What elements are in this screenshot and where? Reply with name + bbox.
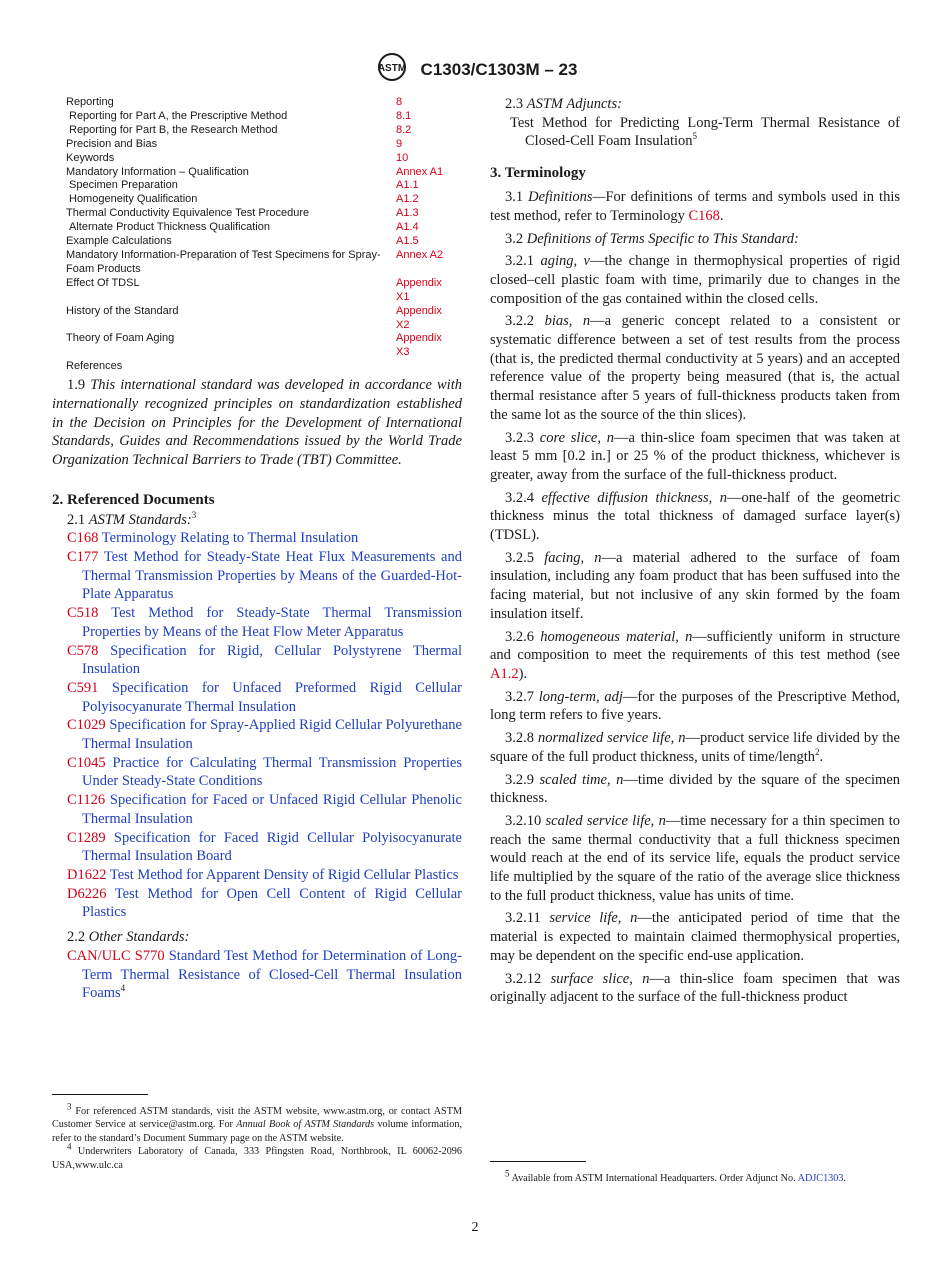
toc-row	[66, 249, 466, 277]
reference-code[interactable]: C1126	[67, 792, 106, 809]
reference-code[interactable]: C177	[67, 549, 99, 566]
term-text: —time necessary for a thin specimen to reach the same thermal conductivity that a full thickness specimen would reach at the end of its service life, equals the product service life multiplied by the square of the ratio of the average slice thickness to the full product thickness, value has units of time.	[490, 812, 901, 904]
term-number: 3.2.10	[505, 812, 542, 829]
reference-item[interactable]	[52, 529, 462, 548]
toc-section-link[interactable]: Appendix X2	[396, 304, 442, 331]
term-definition	[490, 771, 900, 808]
para-1-9: 1.9 This international standard was developed in accordance with internationally recognized principles on standardization established in the Decision on Principles for the Development of International Standards, Guides and Recommendations issued by the World Trade Organization Technical Barriers to Trade (TBT) Committee.	[52, 377, 462, 468]
term-name: core slice, n	[539, 429, 614, 446]
subsection-2-1: 2.1 ASTM Standards:$^3$	[67, 509, 197, 528]
reference-item[interactable]	[52, 548, 462, 604]
reference-item[interactable]	[52, 604, 462, 641]
toc-section-link[interactable]: A1.2	[396, 193, 419, 206]
reference-title[interactable]: Test Method for Open Cell Content of Rigid Cellular Plastics	[82, 885, 462, 921]
toc-row	[66, 193, 466, 207]
reference-item[interactable]	[52, 679, 462, 716]
term-number: 3.2.5	[505, 549, 534, 566]
toc-label: Specimen Preparation	[69, 179, 178, 192]
subsection-2-2: 2.2 Other Standards:	[67, 929, 190, 946]
term-definition	[490, 252, 900, 308]
reference-title[interactable]: Test Method for Apparent Density of Rigid Cellular Plastics	[109, 867, 459, 883]
term-number: 3.2.11	[505, 910, 541, 927]
page-header	[0, 52, 950, 87]
term-definition	[490, 549, 900, 624]
term-number: 3.2.2	[505, 313, 534, 330]
svg-text:ASTM: ASTM	[377, 63, 406, 74]
reference-title[interactable]: Specification for Spray-Applied Rigid Cellular Polyurethane Thermal Insulation	[82, 717, 462, 753]
toc-section-link	[396, 360, 456, 374]
term-text: —the anticipated period of time that the material is expected to maintain claimed thermophysical properties, may be dependent on the specific end-use application.	[490, 910, 900, 964]
toc-row	[66, 124, 466, 138]
toc-section-link[interactable]: A1.5	[396, 235, 419, 248]
term-3-2-8: 3.2.8 normalized service life, n—product service life divided by the square of the full product thickness, units of time/length$^2$.	[490, 730, 900, 765]
reference-title[interactable]: Practice for Calculating Thermal Transmission Properties Under Steady-State Conditions	[82, 754, 462, 790]
toc-row	[66, 96, 466, 110]
term-definition	[490, 312, 900, 424]
reference-item[interactable]	[52, 754, 462, 791]
term-definition	[490, 812, 900, 906]
toc-label: Mandatory Information-Preparation of Test Specimens for Spray-Foam Products	[66, 248, 381, 275]
reference-title[interactable]: Terminology Relating to Thermal Insulation	[101, 530, 359, 547]
reference-code[interactable]: D6226	[67, 885, 107, 902]
para-3-2: 3.2 Definitions of Terms Specific to This Standard:	[505, 230, 799, 247]
term-name: facing, n	[544, 549, 602, 566]
term-number: 3.2.12	[505, 970, 542, 987]
reference-item[interactable]	[52, 791, 462, 828]
reference-item[interactable]	[52, 866, 462, 885]
toc-section-link[interactable]: 9	[396, 137, 403, 150]
term-3-2-6: 3.2.6 homogeneous material, n—sufficiently uniform in structure and composition to meet the requirements of this test method (see A1.2).	[490, 628, 901, 682]
reference-title[interactable]: Specification for Rigid, Cellular Polystyrene Thermal Insulation	[82, 642, 462, 678]
terms-list-b	[490, 771, 900, 1007]
term-text: —time divided by the square of the specimen thickness.	[490, 771, 901, 807]
toc-label: Keywords	[66, 151, 115, 164]
toc-row	[66, 360, 466, 374]
footnote-divider-right	[490, 1161, 586, 1162]
term-text: —the change in thermophysical properties of rigid closed–cell plastic foam with time, primarily due to changes in the composition of the gas contained within the closed cells.	[490, 253, 901, 307]
reference-item[interactable]	[52, 642, 462, 679]
footnote-divider	[52, 1094, 148, 1095]
reference-code[interactable]: C1289	[67, 829, 106, 846]
toc-row	[66, 332, 466, 360]
toc-label: Precision and Bias	[66, 137, 158, 150]
term-name: surface slice, n	[550, 970, 650, 987]
term-name: aging, v	[540, 253, 590, 270]
reference-code[interactable]: C168	[67, 530, 99, 547]
reference-code[interactable]: D1622	[67, 867, 107, 883]
reference-can-ulc-s770[interactable]: CAN/ULC S770 Standard Test Method for Determination of Long-Term Thermal Resistance of Closed-Cell Thermal Insulation Foams$^4$	[67, 947, 463, 1002]
toc-row	[66, 110, 466, 124]
term-text: —one-half of the geometric thickness minus the total thickness of damaged surface layer(s) (TDSL).	[490, 489, 901, 544]
astm-logo	[373, 52, 411, 87]
table-of-contents	[66, 96, 466, 374]
term-definition	[490, 909, 900, 965]
reference-code[interactable]: C578	[67, 642, 99, 659]
term-name: scaled service life, n	[545, 812, 666, 829]
reference-item[interactable]	[52, 716, 462, 753]
reference-code[interactable]: C591	[67, 679, 99, 696]
page-number: 2	[471, 1220, 479, 1235]
toc-label: Effect Of TDSL	[66, 276, 140, 289]
toc-section-link[interactable]: 8.2	[396, 123, 412, 136]
toc-section-link[interactable]: Appendix X3	[396, 332, 442, 359]
term-number: 3.2.9	[505, 771, 534, 788]
term-text: —a material adhered to the surface of foam insulation, including any foam product that has been suffused into the facing material, but not inclusive of any skin formed by the foam insulation itself.	[490, 549, 900, 622]
reference-code[interactable]: C1029	[67, 717, 106, 734]
term-name: bias, n	[544, 313, 591, 330]
section-3-heading: 3. Terminology	[490, 165, 586, 182]
right-footnotes	[490, 1161, 900, 1185]
toc-row	[66, 166, 466, 180]
term-text: —a generic concept related to a consistent or systematic difference between a set of test results from the process (that is, the predicted thermal conductivity at 5 years) and an accepted reference value of the property being measured (that is, the actual thermal resistance after 5 years of full-thickness products taken from the same lot as the source of the thin slices).	[490, 313, 901, 423]
toc-label: Alternate Product Thickness Qualification	[69, 221, 270, 234]
toc-label: Reporting for Part B, the Research Method	[69, 123, 278, 136]
term-text: —a thin-slice foam specimen that was taken at least 5 mm [0.2 in.] or 25 % of the product thickness, whichever is greater, away from the surface of the full-thickness product.	[490, 429, 900, 483]
toc-label: Thermal Conductivity Equivalence Test Procedure	[66, 207, 310, 220]
toc-row	[66, 221, 466, 235]
subsection-2-3: 2.3 ASTM Adjuncts:	[505, 96, 622, 112]
term-name: effective diffusion thickness, n	[541, 489, 727, 506]
toc-label: References	[66, 360, 123, 373]
reference-item[interactable]	[52, 885, 462, 922]
astm-reference-list	[52, 529, 462, 922]
reference-title[interactable]: Specification for Faced or Unfaced Rigid Cellular Phenolic Thermal Insulation	[82, 792, 462, 827]
footnote-4: $^4$ Underwriters Laboratory of Canada, 333 Pfingsten Road, Northbrook, IL 60062-2096 USA,www.ulc.ca	[52, 1141, 462, 1171]
toc-section-link[interactable]: 8	[396, 96, 403, 108]
toc-section-link[interactable]: 8.1	[396, 109, 412, 122]
toc-section-link[interactable]: A1.1	[396, 179, 419, 192]
link-a1-2[interactable]: A1.2	[490, 665, 519, 682]
toc-label: Reporting	[66, 96, 114, 108]
toc-row	[66, 305, 466, 333]
footnote-5: $^5$ Available from ASTM International Headquarters. Order Adjunct No. ADJC1303.	[505, 1168, 847, 1184]
toc-row	[66, 235, 466, 249]
link-adjc1303[interactable]: ADJC1303	[797, 1173, 844, 1184]
toc-section-link[interactable]: Annex A2	[396, 248, 444, 261]
term-number: 3.2.3	[505, 429, 534, 446]
toc-row	[66, 152, 466, 166]
right-column	[490, 93, 901, 1184]
toc-section-link[interactable]: Annex A1	[396, 165, 444, 178]
toc-section-link[interactable]: A1.3	[396, 207, 419, 220]
toc-label: Theory of Foam Aging	[66, 332, 175, 345]
reference-code[interactable]: C518	[67, 605, 99, 622]
section-2-heading: 2. Referenced Documents	[52, 491, 215, 508]
toc-row	[66, 277, 466, 305]
toc-label: Mandatory Information – Qualification	[66, 165, 249, 178]
toc-row	[66, 207, 466, 221]
para-3-1: 3.1 Definitions—For definitions of terms and symbols used in this test method, refer to Terminology C168.	[490, 189, 900, 224]
toc-section-link[interactable]: Appendix X1	[396, 276, 442, 303]
toc-section-link[interactable]: 10	[396, 151, 409, 164]
left-footnotes	[52, 1094, 462, 1172]
left-column	[52, 96, 463, 1171]
toc-section-link[interactable]: A1.4	[396, 221, 419, 234]
reference-item[interactable]	[52, 829, 462, 866]
term-name: service life, n	[549, 910, 638, 927]
reference-title[interactable]: Specification for Faced Rigid Cellular Polyisocyanurate Thermal Insulation Board	[82, 829, 462, 865]
term-definition	[490, 489, 900, 545]
reference-title[interactable]: Test Method for Steady-State Heat Flux Measurements and Thermal Transmission Properties by Means of the Guarded-Hot-Plate Apparatus	[82, 549, 462, 603]
toc-label: History of the Standard	[66, 304, 179, 317]
term-3-2-7: 3.2.7 long-term, adj—for the purposes of the Prescriptive Method, long term refers to five years.	[490, 688, 901, 724]
term-number: 3.2.1	[505, 253, 534, 270]
term-definition	[490, 970, 900, 1007]
reference-title[interactable]: Test Method for Steady-State Thermal Transmission Properties by Means of the Heat Flow Meter Apparatus	[82, 605, 463, 640]
term-number: 3.2.4	[505, 489, 534, 506]
toc-row	[66, 138, 466, 152]
terms-list-a	[490, 252, 900, 623]
toc-row	[66, 179, 466, 193]
term-name: scaled time, n	[539, 771, 624, 788]
term-text: —a thin-slice foam specimen that was originally adjacent to the surface of the full-thickness product	[490, 970, 900, 1006]
adjunct-entry: Test Method for Predicting Long-Term Thermal Resistance of Closed-Cell Foam Insulation$^5$	[510, 114, 900, 150]
toc-label: Reporting for Part A, the Prescriptive Method	[69, 109, 288, 122]
link-c168[interactable]: C168	[688, 207, 720, 224]
toc-label: Homogeneity Qualification	[69, 193, 198, 206]
document-designation: C1303/C1303M – 23	[420, 59, 578, 79]
term-definition	[490, 429, 900, 485]
footnote-3: $^3$ For referenced ASTM standards, visit the ASTM website, www.astm.org, or contact ASTM Customer Service at service@astm.org. For Annual Book of ASTM Standards volume information, refer to the standard’s Document Summary page on the ASTM website.	[52, 1101, 463, 1144]
reference-title[interactable]: Specification for Unfaced Preformed Rigid Cellular Polyisocyanurate Thermal Insulation	[82, 679, 463, 715]
reference-code[interactable]: C1045	[67, 754, 106, 771]
toc-label: Example Calculations	[66, 235, 172, 248]
